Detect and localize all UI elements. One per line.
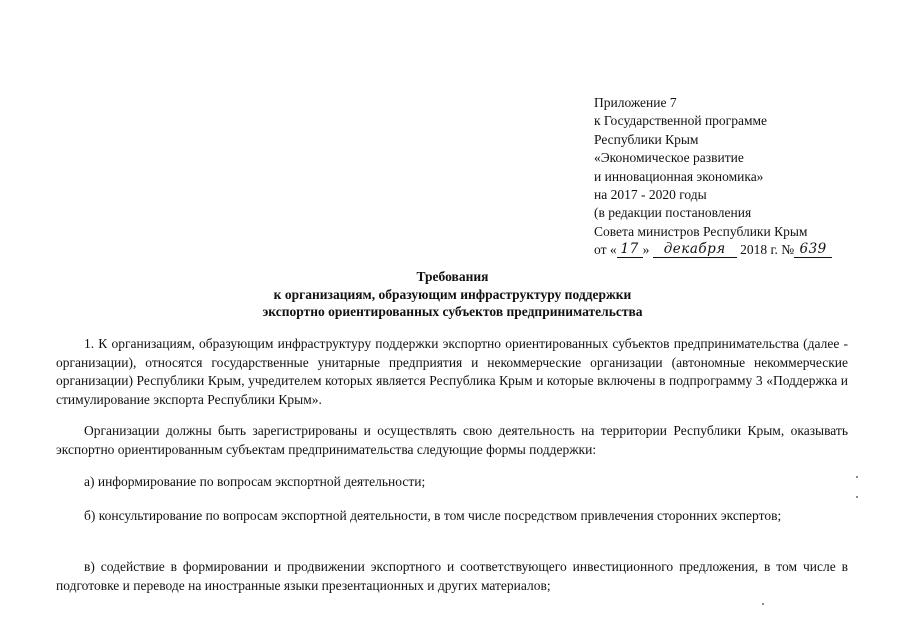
paragraph-item-c: в) содействие в формировании и продвижении экспортного и соответствующего инвестиционного предложения, в том числе в подготовке и переводе на иностранные языки презентационных и других материалов;	[56, 559, 848, 593]
date-month-handwritten: декабря	[653, 242, 737, 258]
title-line-1: Требования	[416, 269, 489, 284]
appendix-line-1: Приложение 7	[594, 95, 677, 110]
date-day-handwritten: 17	[617, 242, 643, 258]
appendix-date-line	[594, 241, 884, 259]
appendix-line-8: Совета министров Республики Крым	[594, 223, 808, 239]
title-line-3: экспортно ориентированных субъектов предпринимательства	[262, 304, 643, 319]
appendix-line-6: на 2017 - 2020 годы	[594, 187, 707, 203]
date-year-text: 2018 г. №	[740, 242, 795, 258]
date-day-close: »	[642, 242, 650, 258]
resolution-number-handwritten: 639	[794, 242, 832, 258]
appendix-header	[594, 94, 884, 260]
paragraph-item-b: б) консультирование по вопросам экспортной деятельности, в том числе посредством привлечения сторонних экспертов;	[84, 508, 782, 523]
document-title	[0, 268, 905, 321]
appendix-line-7: (в редакции постановления	[594, 205, 752, 221]
title-line-2: к организациям, образующим инфраструктуру поддержки	[273, 286, 632, 302]
paragraph-item-a: а) информирование по вопросам экспортной деятельности;	[84, 474, 426, 489]
scan-speck	[762, 603, 764, 605]
appendix-line-2: к Государственной программе	[594, 113, 768, 129]
appendix-line-4: «Экономическое развитие	[594, 150, 744, 166]
paragraph-2: Организации должны быть зарегистрированы и осуществлять свою деятельность на территории Республики Крым, оказывать экспортно ориентированным субъектам предпринимательства следующие формы поддержки:	[56, 423, 848, 457]
appendix-line-5: и инновационная экономика»	[594, 168, 764, 184]
paragraph-1: 1. К организациям, образующим инфраструктуру поддержки экспортно ориентированных субъектов предпринимательства (далее - организации), относятся государственные унитарные предприятия и некоммерческие организации (автономные некоммерческие организации) Республики Крым, учредителем которых является Республика Крым и которые включены в подпрограмму 3 «Поддержка и стимулирование экспорта Республики Крым».	[56, 336, 848, 407]
scan-speck	[856, 476, 858, 478]
date-prefix: от «	[594, 242, 617, 258]
appendix-line-3: Республики Крым	[594, 131, 699, 147]
scan-speck	[856, 496, 858, 498]
